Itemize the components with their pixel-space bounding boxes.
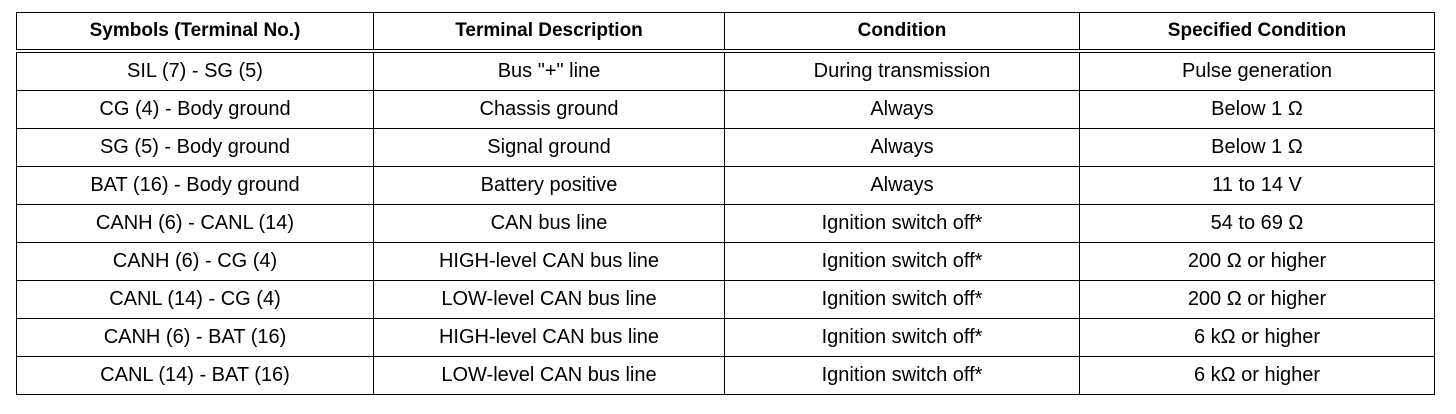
cell-symbols: SG (5) - Body ground xyxy=(17,129,374,167)
table-row xyxy=(17,129,1435,167)
cell-terminal-description: CAN bus line xyxy=(374,205,725,243)
table-row xyxy=(17,167,1435,205)
cell-condition: During transmission xyxy=(725,51,1080,91)
cell-symbols: BAT (16) - Body ground xyxy=(17,167,374,205)
table-row xyxy=(17,281,1435,319)
table-row xyxy=(17,243,1435,281)
cell-condition: Always xyxy=(725,91,1080,129)
cell-condition: Ignition switch off* xyxy=(725,357,1080,395)
cell-symbols: CANL (14) - CG (4) xyxy=(17,281,374,319)
cell-specified-condition: 11 to 14 V xyxy=(1080,167,1435,205)
cell-terminal-description: Signal ground xyxy=(374,129,725,167)
cell-terminal-description: HIGH-level CAN bus line xyxy=(374,319,725,357)
cell-symbols: CG (4) - Body ground xyxy=(17,91,374,129)
header-specified-condition: Specified Condition xyxy=(1080,13,1435,52)
terminal-spec-table xyxy=(16,12,1435,395)
header-condition: Condition xyxy=(725,13,1080,52)
cell-specified-condition: 54 to 69 Ω xyxy=(1080,205,1435,243)
cell-symbols: SIL (7) - SG (5) xyxy=(17,51,374,91)
cell-condition: Ignition switch off* xyxy=(725,243,1080,281)
table-row xyxy=(17,91,1435,129)
cell-terminal-description: Battery positive xyxy=(374,167,725,205)
cell-specified-condition: Below 1 Ω xyxy=(1080,129,1435,167)
table-row xyxy=(17,319,1435,357)
cell-specified-condition: 6 kΩ or higher xyxy=(1080,319,1435,357)
cell-condition: Ignition switch off* xyxy=(725,205,1080,243)
header-symbols: Symbols (Terminal No.) xyxy=(17,13,374,52)
cell-condition: Always xyxy=(725,129,1080,167)
cell-condition: Ignition switch off* xyxy=(725,319,1080,357)
table-row xyxy=(17,357,1435,395)
cell-specified-condition: Pulse generation xyxy=(1080,51,1435,91)
table-header-row xyxy=(17,13,1435,52)
cell-specified-condition: 200 Ω or higher xyxy=(1080,243,1435,281)
cell-specified-condition: 6 kΩ or higher xyxy=(1080,357,1435,395)
cell-terminal-description: LOW-level CAN bus line xyxy=(374,357,725,395)
cell-terminal-description: Bus "+" line xyxy=(374,51,725,91)
header-terminal-description: Terminal Description xyxy=(374,13,725,52)
cell-terminal-description: HIGH-level CAN bus line xyxy=(374,243,725,281)
cell-terminal-description: Chassis ground xyxy=(374,91,725,129)
cell-specified-condition: 200 Ω or higher xyxy=(1080,281,1435,319)
cell-symbols: CANH (6) - CG (4) xyxy=(17,243,374,281)
cell-terminal-description: LOW-level CAN bus line xyxy=(374,281,725,319)
table-row xyxy=(17,205,1435,243)
cell-condition: Ignition switch off* xyxy=(725,281,1080,319)
cell-symbols: CANL (14) - BAT (16) xyxy=(17,357,374,395)
cell-symbols: CANH (6) - CANL (14) xyxy=(17,205,374,243)
cell-condition: Always xyxy=(725,167,1080,205)
terminal-spec-table-container xyxy=(16,12,1434,395)
cell-specified-condition: Below 1 Ω xyxy=(1080,91,1435,129)
cell-symbols: CANH (6) - BAT (16) xyxy=(17,319,374,357)
table-row xyxy=(17,51,1435,91)
